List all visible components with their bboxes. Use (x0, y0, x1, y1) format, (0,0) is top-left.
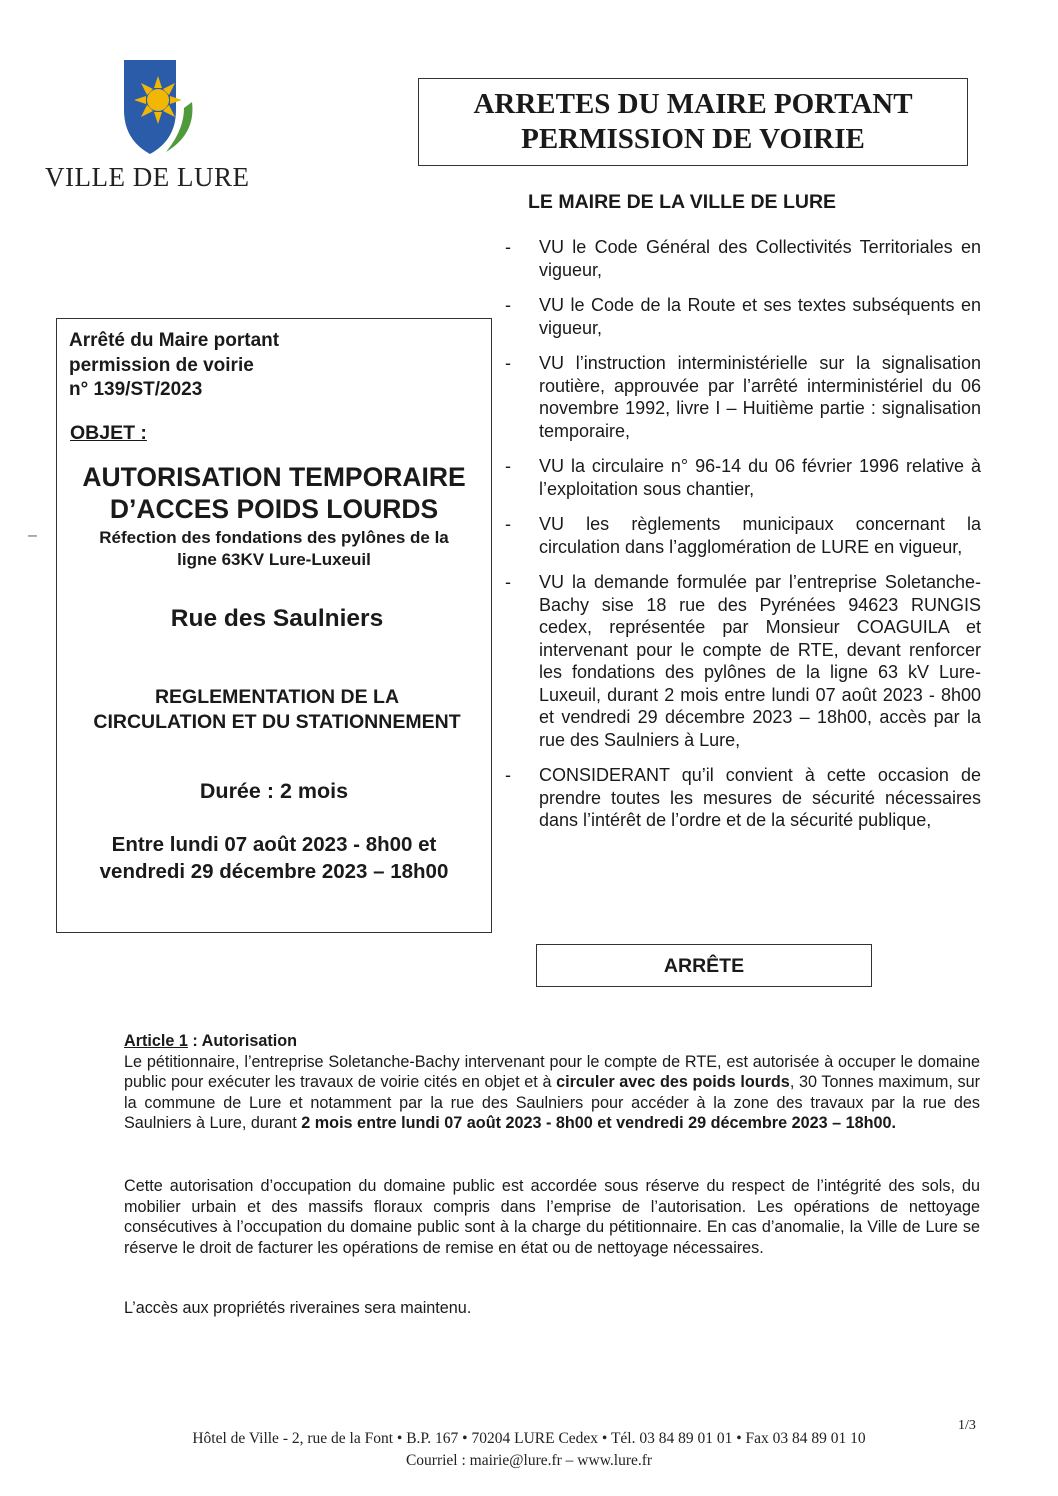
footer-contact: Courriel : mairie@lure.fr – www.lure.fr (405, 1452, 653, 1469)
object-subtitle-line-2: ligne 63KV Lure-Luxeuil (177, 550, 371, 569)
consideration-item (505, 294, 981, 339)
footer-address: Hôtel de Ville - 2, rue de la Font • B.P. 167 • 70204 LURE Cedex • Tél. 03 84 89 01 01 • Fax 03 84 89 01 10 (192, 1430, 866, 1447)
consideration-text: VU le Code Général des Collectivités Territoriales en vigueur, (539, 237, 981, 280)
consideration-text: VU la circulaire n° 96-14 du 06 février 1996 relative à l’exploitation sous chantier, (539, 456, 981, 499)
decree-ref-line-3: n° 139/ST/2023 (69, 379, 203, 400)
consideration-text: VU le Code de la Route et ses textes subséquents en vigueur, (539, 295, 981, 338)
article-text-segment: , 30 Tonnes maximum, sur la commune de Lure et notamment par la rue des Saulniers pour accéder à la zone des travaux par la rue des Saulniers à Lure, durant (124, 1073, 981, 1132)
consideration-item (505, 571, 981, 751)
regulation-title (57, 685, 497, 734)
page-number: 1/3 (958, 1418, 976, 1433)
list-dash: - (505, 353, 511, 373)
article-text-segment: Le pétitionnaire, l’entreprise Soletanche-Bachy intervenant pour le compte de RTE, est autorisée à occuper le domaine public pour exécuter les travaux de voirie cités en objet et à (124, 1052, 980, 1091)
decree-ref-line-1: Arrêté du Maire portant (69, 330, 280, 351)
object-subtitle-line-1: Réfection des fondations des pylônes de la (99, 528, 449, 547)
article-1-label: Article 1 (124, 1032, 188, 1050)
article-1-paragraph-2: Cette autorisation d’occupation du domaine public est accordée sous réserve du respect de l’intégrité des sols, du mobilier urbain et des massifs floraux compris dans l’emprise de l’autorisation. Les opérations de nettoyage consécutives à l’occupation du domaine public sont à la charge du pétitionnaire. En cas d’anomalie, la Ville de Lure se réserve le droit de facturer les opérations de remise en état ou de nettoyage nécessaires. (124, 1177, 980, 1257)
consideration-text: VU la demande formulée par l’entreprise Soletanche-Bachy sise 18 rue des Pyrénées 94623 RUNGIS cedex, représentée par Monsieur COAGUILA et intervenant pour le compte de RTE, devant renforcer les fondations des pylônes de la ligne 63 kV Lure-Luxeuil, durant 2 mois entre lundi 07 août 2023 - 8h00 et vendredi 29 décembre 2023 – 18h00, accès par la rue des Saulniers à Lure, (539, 572, 981, 750)
decree-reference (69, 329, 279, 403)
decree-summary-box (56, 318, 492, 933)
article-1-text (124, 1052, 980, 1134)
objet-label: OBJET : (70, 422, 147, 444)
consideration-text: CONSIDERANT qu’il convient à cette occasion de prendre toutes les mesures de sécurité nécessaires dans l’intérêt de l’ordre et de la sécurité publique, (539, 765, 981, 830)
period (57, 831, 491, 885)
object-title (57, 461, 491, 525)
article-text-bold: circuler avec des poids lourds (556, 1073, 790, 1091)
consideration-item (505, 236, 981, 281)
article-text-bold: 2 mois entre lundi 07 août 2023 - 8h00 et vendredi 29 décembre 2023 – 18h00. (301, 1114, 896, 1132)
object-title-line-2: D’ACCES POIDS LOURDS (109, 494, 439, 524)
arrete-heading: ARRÊTE (536, 944, 872, 987)
article-1-heading (124, 1031, 980, 1052)
consideration-item (505, 513, 981, 558)
list-dash: - (505, 456, 511, 476)
consideration-item (505, 455, 981, 500)
object-subtitle (57, 527, 491, 571)
duration: Durée : 2 mois (199, 779, 349, 803)
period-line-1: Entre lundi 07 août 2023 - 8h00 et (111, 833, 437, 856)
consideration-item (505, 764, 981, 832)
list-dash: - (505, 295, 511, 315)
list-dash: - (505, 237, 511, 257)
article-1-paragraph-3: L’accès aux propriétés riveraines sera maintenu. (124, 1299, 472, 1317)
city-name: VILLE DE LURE (45, 162, 250, 192)
document-title-box (418, 78, 968, 166)
considerations-list (505, 236, 981, 845)
regulation-line-1: REGLEMENTATION DE LA (154, 686, 400, 708)
city-coat-of-arms-sun-icon (118, 58, 202, 158)
document-title-line-2: PERMISSION DE VOIRIE (521, 123, 865, 155)
margin-dash: – (28, 527, 37, 544)
list-dash: - (505, 572, 511, 592)
document-title-line-1: ARRETES DU MAIRE PORTANT (473, 88, 913, 120)
consideration-text: VU l’instruction interministérielle sur la signalisation routière, approuvée par l’arrêté interministériel du 06 novembre 1992, livre I – Huitième partie : signalisation temporaire, (539, 353, 981, 441)
period-line-2: vendredi 29 décembre 2023 – 18h00 (99, 860, 449, 883)
footer (0, 1428, 1058, 1472)
consideration-text: VU les règlements municipaux concernant la circulation dans l’agglomération de LURE en vigueur, (539, 514, 981, 557)
decree-ref-line-2: permission de voirie (69, 354, 254, 376)
street-name: Rue des Saulniers (170, 605, 384, 632)
article-1-title: : Autorisation (187, 1032, 297, 1050)
list-dash: - (505, 765, 511, 785)
consideration-item (505, 352, 981, 442)
mayor-heading: LE MAIRE DE LA VILLE DE LURE (528, 191, 837, 213)
list-dash: - (505, 514, 511, 534)
article-1-paragraph-1 (124, 1031, 980, 1134)
object-title-line-1: AUTORISATION TEMPORAIRE (82, 462, 466, 492)
regulation-line-2: CIRCULATION ET DU STATIONNEMENT (93, 710, 461, 733)
